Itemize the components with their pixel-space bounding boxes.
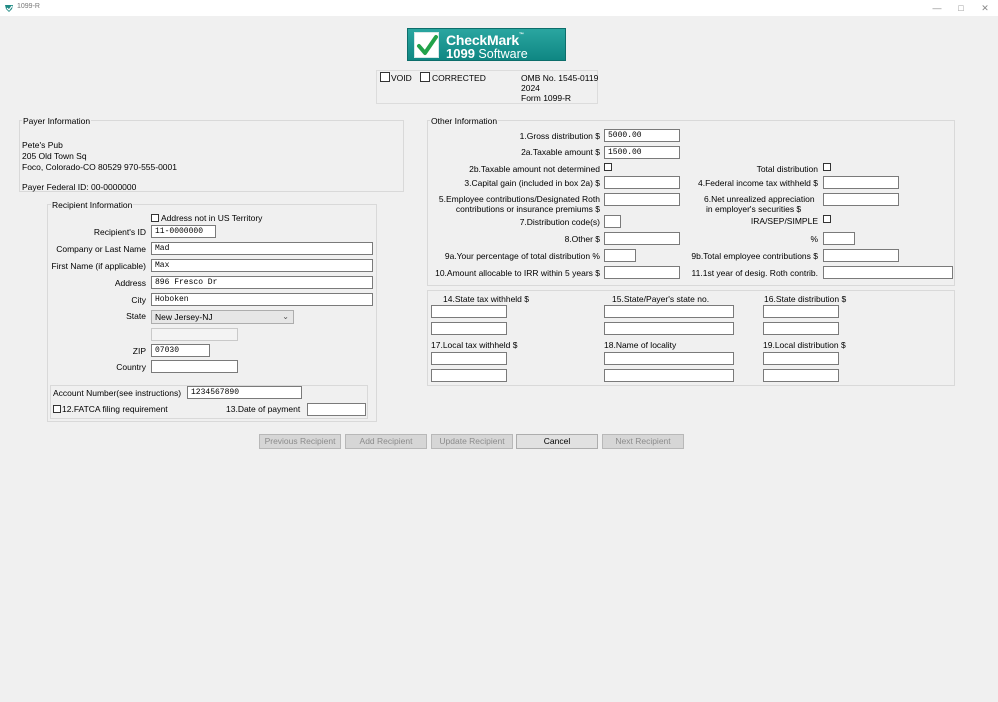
logo-1099: 1099 <box>446 46 475 61</box>
payer-address: 205 Old Town Sq <box>22 151 87 161</box>
locality-input-2[interactable] <box>604 369 734 382</box>
country-label: Country <box>116 362 146 372</box>
chevron-down-icon: ⌄ <box>282 312 289 321</box>
local-tax-input-2[interactable] <box>431 369 507 382</box>
company-input[interactable]: Mad <box>151 242 373 255</box>
title-bar <box>0 0 998 16</box>
state-distribution-label: 16.State distribution $ <box>764 294 847 304</box>
check-icon <box>414 32 439 58</box>
gross-distribution-label: 1.Gross distribution $ <box>519 131 600 141</box>
not-determined-checkbox[interactable] <box>604 163 612 171</box>
not-determined-label: 2b.Taxable amount not determined <box>469 164 600 174</box>
total-distribution-label: Total distribution <box>756 164 818 174</box>
corrected-checkbox[interactable] <box>420 72 430 82</box>
unrealized-label-1: 6.Net unrealized appreciation <box>704 194 815 204</box>
distribution-code-label: 7.Distribution code(s) <box>519 217 600 227</box>
capital-gain-input[interactable] <box>604 176 680 189</box>
employee-contrib-input[interactable] <box>604 193 680 206</box>
locality-input-1[interactable] <box>604 352 734 365</box>
irr-amount-input[interactable] <box>604 266 680 279</box>
local-tax-input-1[interactable] <box>431 352 507 365</box>
payer-name: Pete's Pub <box>22 140 63 150</box>
account-label: Account Number(see instructions) <box>53 388 182 398</box>
first-name-input[interactable]: Max <box>151 259 373 272</box>
country-input[interactable] <box>151 360 238 373</box>
employee-contrib-label-2: contributions or insurance premiums $ <box>455 204 600 214</box>
fatca-label: 12.FATCA filing requirement <box>62 404 168 414</box>
add-recipient-button[interactable]: Add Recipient <box>345 434 427 449</box>
unrealized-input[interactable] <box>823 193 899 206</box>
update-recipient-button[interactable]: Update Recipient <box>431 434 513 449</box>
date-payment-label: 13.Date of payment <box>226 404 301 414</box>
capital-gain-label: 3.Capital gain (included in box 2a) $ <box>464 178 600 188</box>
account-input[interactable]: 1234567890 <box>187 386 302 399</box>
local-distribution-label: 19.Local distribution $ <box>763 340 846 350</box>
local-distribution-input-2[interactable] <box>763 369 839 382</box>
window-title: 1099-R <box>17 3 40 10</box>
other-amount-input[interactable] <box>604 232 680 245</box>
pct-total-label: 9a.Your percentage of total distribution % <box>444 251 600 261</box>
fatca-checkbox[interactable] <box>53 405 61 413</box>
locality-label: 18.Name of locality <box>604 340 677 350</box>
other-amount-label: 8.Other $ <box>564 234 600 244</box>
ira-sep-simple-checkbox[interactable] <box>823 215 831 223</box>
state-tax-label: 14.State tax withheld $ <box>443 294 530 304</box>
other-info-title: Other Information <box>431 116 498 126</box>
roth-year-label: 11.1st year of desig. Roth contrib. <box>691 268 818 278</box>
void-label: VOID <box>391 73 412 83</box>
payer-group-title: Payer Information <box>23 116 91 126</box>
address-input[interactable]: 896 Fresco Dr <box>151 276 373 289</box>
logo-software: Software <box>478 47 528 61</box>
state-label: State <box>126 311 146 321</box>
total-distribution-checkbox[interactable] <box>823 163 831 171</box>
not-us-label: Address not in US Territory <box>161 213 263 223</box>
zip-label: ZIP <box>132 346 146 356</box>
state-distribution-input-2[interactable] <box>763 322 839 335</box>
not-us-checkbox[interactable] <box>151 214 159 222</box>
federal-tax-label: 4.Federal income tax withheld $ <box>697 178 818 188</box>
cancel-button[interactable]: Cancel <box>516 434 598 449</box>
state-extra-input <box>151 328 238 341</box>
state-distribution-input-1[interactable] <box>763 305 839 318</box>
tax-year: 2024 <box>521 83 540 93</box>
ira-sep-simple-label: IRA/SEP/SIMPLE <box>750 216 818 226</box>
state-payer-input-2[interactable] <box>604 322 734 335</box>
city-input[interactable]: Hoboken <box>151 293 373 306</box>
first-name-label: First Name (if applicable) <box>51 261 146 271</box>
payer-federal-id: Payer Federal ID: 00-0000000 <box>22 182 137 192</box>
state-tax-input-2[interactable] <box>431 322 507 335</box>
void-checkbox[interactable] <box>380 72 390 82</box>
percent-label: % <box>810 234 818 244</box>
local-tax-label: 17.Local tax withheld $ <box>431 340 518 350</box>
omb-number: OMB No. 1545-0119 <box>521 73 599 83</box>
minimize-button[interactable]: — <box>932 3 942 13</box>
address-label: Address <box>114 278 146 288</box>
taxable-amount-label: 2a.Taxable amount $ <box>521 147 600 157</box>
maximize-button[interactable]: □ <box>958 3 964 13</box>
city-label: City <box>131 295 146 305</box>
state-payer-input-1[interactable] <box>604 305 734 318</box>
logo-brand: CheckMark <box>446 32 519 48</box>
roth-year-input[interactable] <box>823 266 953 279</box>
zip-input[interactable]: 07030 <box>151 344 210 357</box>
local-distribution-input-1[interactable] <box>763 352 839 365</box>
irr-amount-label: 10.Amount allocable to IRR within 5 years $ <box>435 268 600 278</box>
pct-total-input[interactable] <box>604 249 636 262</box>
checkmark-logo <box>407 28 566 61</box>
state-select-value: New Jersey-NJ <box>155 312 213 322</box>
unrealized-label-2: in employer's securities $ <box>706 204 802 214</box>
state-tax-input-1[interactable] <box>431 305 507 318</box>
total-employee-label: 9b.Total employee contributions $ <box>691 251 818 261</box>
payer-city-line: Foco, Colorado-CO 80529 970-555-0001 <box>22 162 177 172</box>
state-payer-label: 15.State/Payer's state no. <box>612 294 710 304</box>
corrected-label: CORRECTED <box>432 73 486 83</box>
state-select[interactable] <box>151 310 294 324</box>
app-icon <box>4 3 14 13</box>
previous-recipient-button[interactable]: Previous Recipient <box>259 434 341 449</box>
recipient-id-label: Recipient's ID <box>93 227 146 237</box>
form-name: Form 1099-R <box>521 93 572 103</box>
total-employee-input[interactable] <box>823 249 899 262</box>
federal-tax-input[interactable] <box>823 176 899 189</box>
company-label: Company or Last Name <box>56 244 146 254</box>
gross-distribution-input[interactable]: 5000.00 <box>604 129 680 142</box>
recipient-group-title: Recipient Information <box>52 200 133 210</box>
close-button[interactable]: ✕ <box>981 3 989 13</box>
employee-contrib-label-1: 5.Employee contributions/Designated Roth <box>438 194 600 204</box>
distribution-code-input[interactable] <box>604 215 621 228</box>
percent-input[interactable] <box>823 232 855 245</box>
logo-tm: ™ <box>518 32 524 38</box>
date-payment-input[interactable] <box>307 403 366 416</box>
next-recipient-button[interactable]: Next Recipient <box>602 434 684 449</box>
recipient-id-input[interactable]: 11-0000000 <box>151 225 216 238</box>
taxable-amount-input[interactable]: 1500.00 <box>604 146 680 159</box>
